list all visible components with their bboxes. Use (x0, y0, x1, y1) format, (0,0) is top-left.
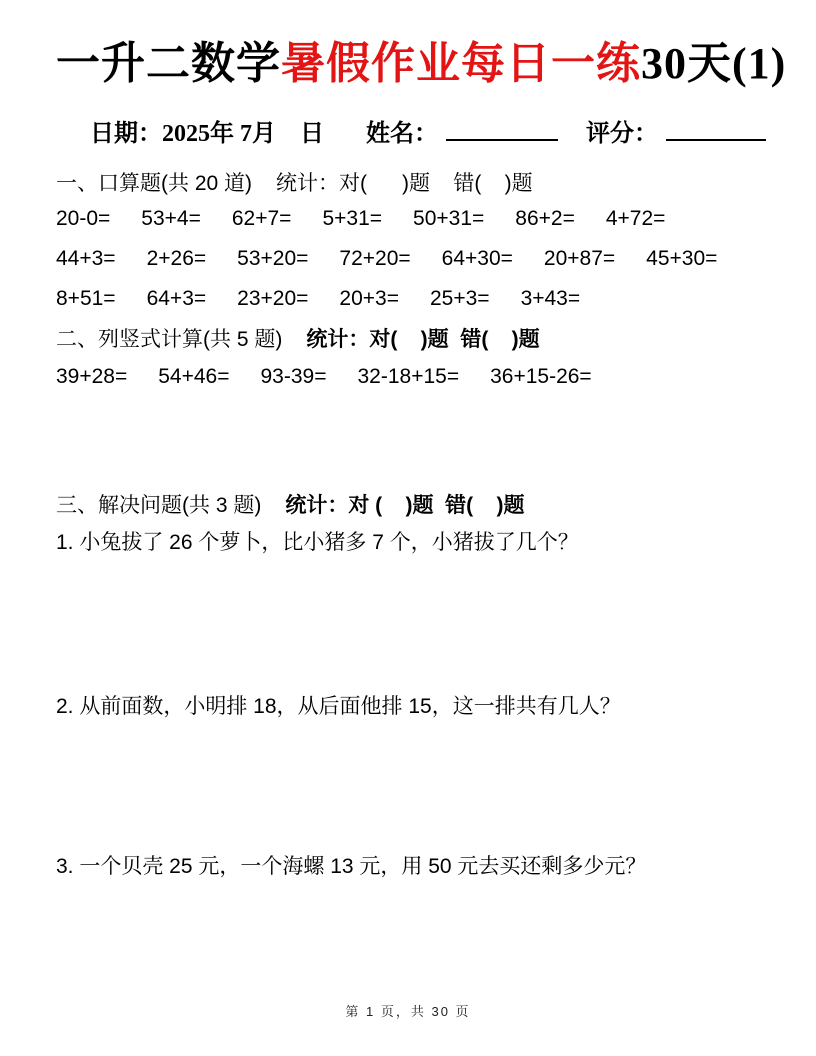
section-2-title: 二、列竖式计算(共 5 题) (56, 327, 283, 351)
math-problem: 2+26= (146, 246, 207, 270)
math-problem: 93-39= (260, 364, 327, 388)
math-problem: 8+51= (56, 286, 116, 310)
math-problem: 25+3= (429, 286, 490, 310)
oral-calc-row-2 (56, 247, 760, 271)
math-problem: 20-0= (56, 206, 111, 230)
page-number-footer: 第 1 页，共 30 页 (345, 1004, 471, 1019)
section-3-header (56, 493, 760, 519)
name-blank-line (446, 119, 558, 141)
word-problem-1: 1. 小兔拔了 26 个萝卜，比小猪多 7 个，小猪拔了几个？ (56, 530, 579, 554)
page-title (56, 0, 787, 91)
math-problem: 54+46= (158, 364, 230, 388)
word-problem-3: 3. 一个贝壳 25 元，一个海螺 13 元，用 50 元去买还剩多少元？ (56, 854, 647, 878)
math-problem: 3+43= (520, 286, 581, 310)
math-problem: 53+20= (237, 246, 309, 270)
section-1-title: 一、口算题(共 20 道) (56, 171, 253, 195)
section-3-stats: 统计：对 ( )题 错( )题 (285, 493, 525, 517)
section-3-title: 三、解决问题(共 3 题) (56, 493, 262, 517)
oral-calc-row-3 (56, 287, 760, 311)
math-problem: 64+30= (441, 246, 513, 270)
title-part-red: 暑假作业每日一练 (281, 39, 641, 88)
title-part-black-prefix: 一升二数学 (56, 39, 281, 88)
math-problem: 23+20= (237, 286, 309, 310)
math-problem: 86+2= (515, 206, 575, 230)
column-calc-row (56, 365, 760, 389)
math-problem: 62+7= (231, 206, 292, 230)
math-problem: 44+3= (56, 246, 116, 270)
date-label: 日期：2025年 7月 日 (90, 120, 324, 147)
word-problem-2: 2. 从前面数，小明排 18，从后面他排 15，这一排共有几人？ (56, 694, 621, 718)
math-problem: 72+20= (339, 246, 411, 270)
math-problem: 5+31= (322, 206, 383, 230)
score-blank-line (666, 119, 766, 141)
math-problem: 64+3= (146, 286, 207, 310)
math-problem: 53+4= (141, 206, 201, 230)
section-2-header (56, 327, 760, 353)
math-problem: 39+28= (56, 364, 128, 388)
meta-line (56, 119, 760, 149)
math-problem: 32-18+15= (357, 364, 460, 388)
math-problem: 36+15-26= (490, 364, 592, 388)
math-problem: 20+3= (339, 286, 399, 310)
score-label: 评分： (586, 120, 658, 147)
math-problem: 45+30= (646, 246, 718, 270)
math-problem: 4+72= (605, 206, 666, 230)
section-1-stats: 统计：对( )题 错( )题 (276, 171, 533, 195)
math-problem: 50+31= (413, 206, 485, 230)
math-problem: 20+87= (543, 246, 616, 270)
name-label: 姓名： (366, 120, 438, 147)
title-part-black-suffix: 30天(1) (641, 39, 787, 88)
section-2-stats: 统计：对( )题 错( )题 (306, 327, 540, 351)
section-1-header (56, 171, 760, 197)
oral-calc-row-1 (56, 207, 760, 231)
